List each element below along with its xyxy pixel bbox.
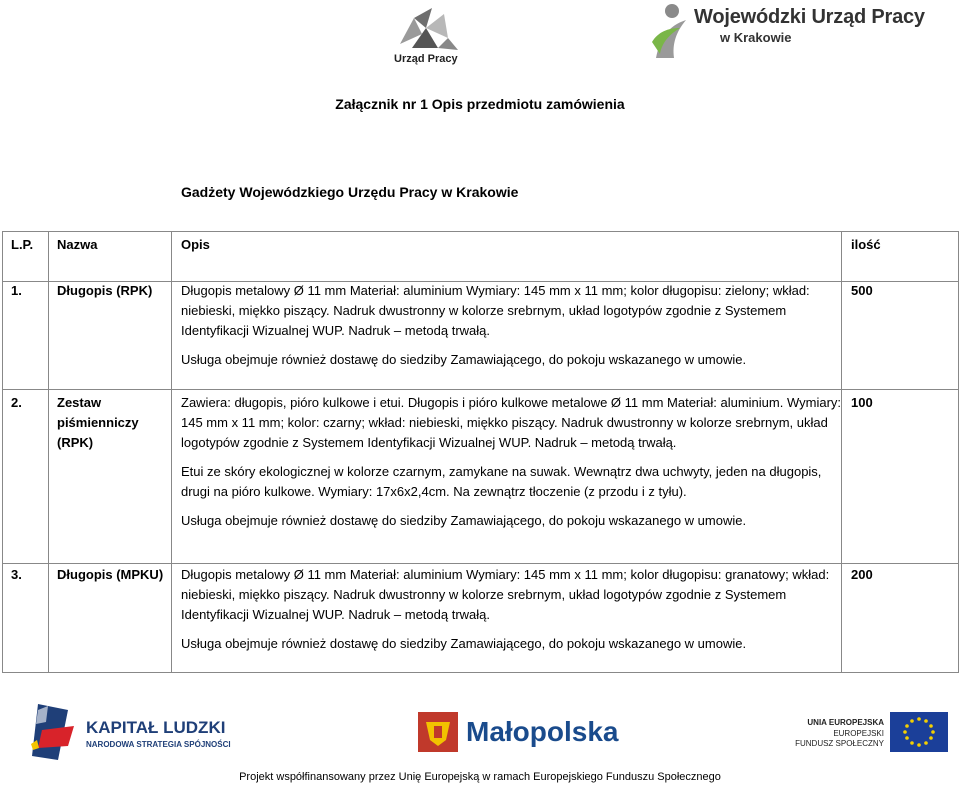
eu-logo [770, 712, 950, 754]
row-qty: 200 [851, 567, 873, 582]
malopolska-logo [416, 710, 619, 756]
row-qty: 500 [851, 283, 873, 298]
table-row [3, 563, 958, 672]
table-header [3, 232, 958, 282]
row-name [57, 393, 169, 453]
header-qty: ilość [851, 237, 881, 252]
wup-logo [646, 2, 946, 62]
wup-logo-title: Wojewódzki Urząd Pracy [694, 6, 925, 28]
row-name: Długopis (MPKU) [57, 567, 164, 582]
header-desc: Opis [181, 237, 210, 252]
eu-flag-icon [890, 712, 948, 752]
table-row [3, 281, 958, 390]
wup-logo-subtitle: w Krakowie [720, 30, 792, 45]
wup-figure-icon [646, 2, 692, 60]
row-desc [181, 393, 841, 531]
malopolska-crest-icon [416, 710, 460, 754]
kapital-ludzki-logo [28, 700, 231, 766]
eu-line1: UNIA EUROPEJSKA [807, 718, 884, 727]
urzad-pracy-logo-text: Urząd Pracy [394, 53, 458, 65]
kapital-ludzki-subtitle: NARODOWA STRATEGIA SPÓJNOŚCI [86, 740, 231, 749]
order-table [2, 231, 959, 673]
row-name-line: Zestaw [57, 395, 102, 410]
desc-paragraph: Usługa obejmuje również dostawę do siedziby Zamawiającego, do pokoju wskazanego w umowie. [181, 352, 747, 367]
eu-line3: FUNDUSZ SPOŁECZNY [795, 739, 884, 748]
desc-paragraph: Usługa obejmuje również dostawę do siedziby Zamawiającego, do pokoju wskazanego w umowie. [181, 636, 747, 651]
header-lp: L.P. [11, 237, 34, 252]
desc-paragraph: Zawiera: długopis, pióro kulkowe i etui. Długopis i pióro kulkowe metalowe Ø 11 mm Materiał: aluminium. Wymiary: 145 mm x 11 mm; kolor: czarny; wkład: niebieski, miękko piszący. Nadruk dwustronny w kolorze srebrnym, układ logotypów zgodnie z Systemem Identyfikacji Wizualnej WUP. Nadruk – metodą trwałą. [181, 395, 842, 450]
desc-paragraph: Długopis metalowy Ø 11 mm Materiał: aluminium Wymiary: 145 mm x 11 mm; kolor długopisu: zielony; wkład: niebieski, miękko piszący. Nadruk dwustronny w kolorze srebrnym, układ logotypów zgodnie z Systemem Identyfikacji Wizualnej WUP. Nadruk – metodą trwałą. [181, 283, 810, 338]
urzad-pracy-emblem-icon [392, 4, 466, 54]
row-desc [181, 281, 841, 370]
desc-paragraph: Etui ze skóry ekologicznej w kolorze czarnym, zamykane na suwak. Wewnątrz dwa uchwyty, jeden na długopis, drugi na pióro kulkowe. Wymiary: 17x6x2,4cm. Na zewnątrz tłoczenie (z przodu i z tyłu). [181, 464, 822, 499]
row-name-line: piśmienniczy [57, 415, 139, 430]
row-desc [181, 565, 841, 654]
malopolska-text: Małopolska [466, 716, 619, 747]
row-lp: 2. [11, 395, 22, 410]
desc-paragraph: Długopis metalowy Ø 11 mm Materiał: aluminium Wymiary: 145 mm x 11 mm; kolor długopisu: granatowy; wkład: niebieski, miękko piszący. Nadruk dwustronny w kolorze srebrnym, układ logotypów zgodnie z Systemem Identyfikacji Wizualnej WUP. Nadruk – metodą trwałą. [181, 567, 830, 622]
footer-note: Projekt współfinansowany przez Unię Europejską w ramach Europejskiego Funduszu Społecznego [239, 771, 721, 783]
desc-paragraph: Usługa obejmuje również dostawę do siedziby Zamawiającego, do pokoju wskazanego w umowie. [181, 513, 747, 528]
row-lp: 3. [11, 567, 22, 582]
document-title: Załącznik nr 1 Opis przedmiotu zamówienia [335, 96, 625, 112]
row-qty: 100 [851, 395, 873, 410]
document-subtitle: Gadżety Wojewódzkiego Urzędu Pracy w Krakowie [181, 184, 519, 200]
eu-line2: EUROPEJSKI [833, 729, 884, 738]
table-row [3, 389, 958, 564]
header-name: Nazwa [57, 237, 98, 252]
kapital-ludzki-title: KAPITAŁ LUDZKI [86, 718, 226, 737]
row-name: Długopis (RPK) [57, 283, 153, 298]
row-name-line: (RPK) [57, 435, 94, 450]
row-lp: 1. [11, 283, 22, 298]
kapital-ludzki-emblem-icon [28, 700, 82, 764]
urzad-pracy-logo [392, 4, 466, 66]
